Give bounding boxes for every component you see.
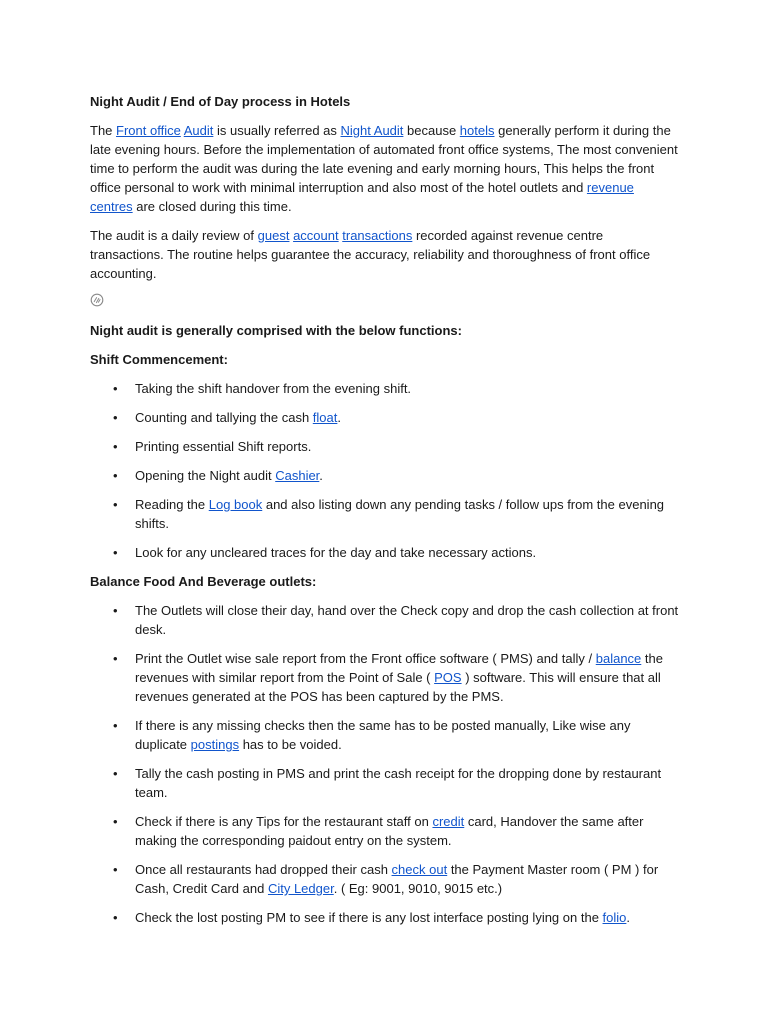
fnb-heading: Balance Food And Beverage outlets: bbox=[90, 574, 317, 589]
text-run: card, Handover the same after making the corresponding paidout entry on the system. bbox=[135, 814, 644, 848]
text-run: are closed during this time. bbox=[132, 199, 292, 214]
shift-heading: Shift Commencement: bbox=[90, 352, 228, 367]
text-run: Counting and tallying the cash bbox=[135, 410, 313, 425]
text-run: . bbox=[337, 410, 341, 425]
text-run: Taking the shift handover from the evening shift. bbox=[135, 381, 412, 396]
link-float[interactable]: float bbox=[312, 410, 338, 425]
list-item bbox=[135, 495, 680, 533]
link-account[interactable]: account bbox=[293, 228, 339, 243]
list-item bbox=[135, 764, 680, 802]
link-audit[interactable]: Audit bbox=[183, 123, 214, 138]
text-run: has to be voided. bbox=[239, 737, 342, 752]
text-run: Check the lost posting PM to see if there is any lost interface posting lying on the bbox=[135, 910, 603, 925]
link-check-out[interactable]: check out bbox=[391, 862, 448, 877]
list-item bbox=[135, 601, 680, 639]
list-item bbox=[135, 908, 680, 927]
text-run: Print the Outlet wise sale report from the Front office software ( PMS) and tally / bbox=[135, 651, 596, 666]
link-log-book[interactable]: Log book bbox=[208, 497, 263, 512]
link-front-office[interactable]: Front office bbox=[116, 123, 181, 138]
link-postings[interactable]: postings bbox=[190, 737, 240, 752]
functions-heading: Night audit is generally comprised with the below functions: bbox=[90, 323, 462, 338]
link-folio[interactable]: folio bbox=[602, 910, 627, 925]
list-item bbox=[135, 379, 680, 398]
text-run: Look for any uncleared traces for the day and take necessary actions. bbox=[135, 545, 537, 560]
text-run: . bbox=[626, 910, 631, 925]
list-item bbox=[135, 649, 680, 706]
text-run: and also listing down any pending tasks / follow ups from the evening shifts. bbox=[135, 497, 665, 531]
link-pos[interactable]: POS bbox=[434, 670, 462, 685]
shift-list bbox=[90, 379, 680, 562]
link-guest[interactable]: guest bbox=[257, 228, 290, 243]
text-run: is usually referred as bbox=[213, 123, 341, 138]
text-run: ) software. This will ensure that all revenues generated at the POS has been captured by the PMS. bbox=[135, 670, 661, 704]
link-hotels[interactable]: hotels bbox=[459, 123, 495, 138]
text-run: The audit is a daily review of bbox=[90, 228, 258, 243]
link-balance[interactable]: balance bbox=[595, 651, 642, 666]
text-run: Reading the bbox=[135, 497, 209, 512]
list-item bbox=[135, 716, 680, 754]
list-item bbox=[135, 543, 680, 562]
text-run: because bbox=[403, 123, 460, 138]
link-transactions[interactable]: transactions bbox=[342, 228, 413, 243]
link-cashier[interactable]: Cashier bbox=[275, 468, 320, 483]
text-run: If there is any missing checks then the same has to be posted manually, Like wise any duplicate bbox=[135, 718, 631, 752]
text-run: Once all restaurants had dropped their cash bbox=[135, 862, 392, 877]
intro-paragraph bbox=[90, 121, 680, 216]
link-night-audit[interactable]: Night Audit bbox=[340, 123, 404, 138]
list-item bbox=[135, 437, 680, 456]
text-run: Check if there is any Tips for the restaurant staff on bbox=[135, 814, 433, 829]
list-item bbox=[135, 812, 680, 850]
list-item bbox=[135, 466, 680, 485]
text-run: Opening the Night audit bbox=[135, 468, 276, 483]
text-run: The bbox=[90, 123, 117, 138]
text-run: Tally the cash posting in PMS and print the cash receipt for the dropping done by restaurant team. bbox=[135, 766, 662, 800]
text-run: generally perform it during the late evening hours. Before the implementation of automated front office systems, The most convenient time to perform the audit was during the late evening and early morning hours, This helps the front office personal to work with minimal interruption and also most of the hotel outlets and bbox=[90, 123, 678, 195]
text-run: the Payment Master room ( PM ) for Cash, Credit Card and bbox=[135, 862, 659, 896]
list-item bbox=[135, 860, 680, 898]
link-revenue-centres[interactable]: revenue centres bbox=[90, 180, 634, 214]
text-run: The Outlets will close their day, hand over the Check copy and drop the cash collection at front desk. bbox=[135, 603, 679, 637]
link-credit[interactable]: credit bbox=[432, 814, 465, 829]
text-run: . ( Eg: 9001, 9010, 9015 etc.) bbox=[333, 881, 503, 896]
fnb-list bbox=[90, 601, 680, 927]
document-title: Night Audit / End of Day process in Hotels bbox=[90, 94, 351, 109]
review-paragraph bbox=[90, 226, 680, 283]
document-content bbox=[90, 92, 680, 937]
link-city-ledger[interactable]: City Ledger bbox=[267, 881, 334, 896]
text-run: recorded against revenue centre transactions. The routine helps guarantee the accuracy, reliability and thoroughness of front office accounting. bbox=[90, 228, 651, 281]
list-item bbox=[135, 408, 680, 427]
embed-placeholder-icon[interactable] bbox=[90, 293, 104, 307]
text-run: . bbox=[319, 468, 323, 483]
text-run: the revenues with similar report from the Point of Sale ( bbox=[135, 651, 663, 685]
embed-row bbox=[90, 293, 680, 311]
text-run: Printing essential Shift reports. bbox=[135, 439, 312, 454]
